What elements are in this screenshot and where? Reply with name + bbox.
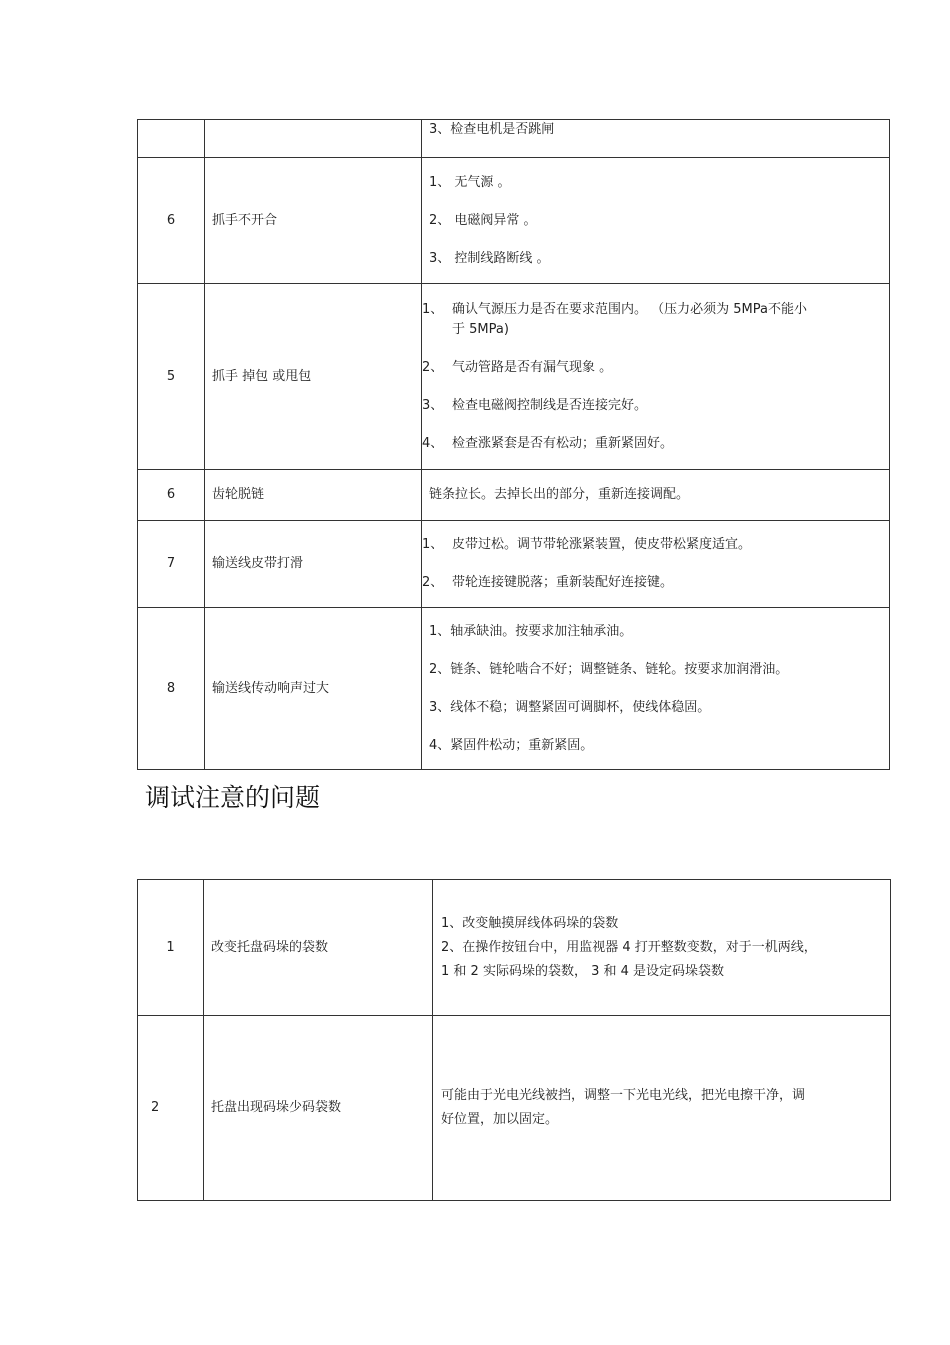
item-text: 皮带过松。调节带轮涨紧装置，使皮带松紧度适宜。 bbox=[452, 537, 752, 552]
solution-line: 2、 电磁阀异常 。 bbox=[429, 212, 537, 228]
problem-cell: 输送线皮带打滑 bbox=[205, 521, 422, 608]
row-number: 6 bbox=[138, 470, 205, 521]
problem-cell: 抓手 掉包 或甩包 bbox=[205, 284, 422, 470]
solution-cell bbox=[422, 521, 890, 608]
solution-line: 1 和 2 实际码垛的袋数， 3 和 4 是设定码垛袋数 bbox=[441, 963, 725, 979]
section-title: 调试注意的问题 bbox=[145, 783, 321, 812]
item-text: 气动管路是否有漏气现象 。 bbox=[452, 359, 613, 375]
solution-cell bbox=[422, 120, 890, 158]
solution-cell bbox=[422, 158, 890, 284]
problem-cell: 输送线传动响声过大 bbox=[205, 608, 422, 770]
problem-cell: 抓手不开合 bbox=[205, 158, 422, 284]
troubleshooting-table bbox=[137, 119, 890, 770]
table-row bbox=[138, 470, 890, 521]
problem-cell: 托盘出现码垛少码袋数 bbox=[204, 1016, 433, 1201]
table-row bbox=[138, 284, 890, 470]
solution-line bbox=[422, 535, 889, 555]
row-number: 8 bbox=[138, 608, 205, 770]
row-number: 5 bbox=[138, 284, 205, 470]
solution-line: 3、 控制线路断线 。 bbox=[429, 250, 550, 266]
solution-line: 1、改变触摸屏线体码垛的袋数 bbox=[441, 915, 619, 931]
table-row bbox=[138, 1016, 891, 1201]
problem-cell bbox=[205, 120, 422, 158]
solution-line: 4、紧固件松动；重新紧固。 bbox=[429, 737, 594, 753]
solution-line bbox=[422, 434, 889, 454]
item-text-continued: 于 5MPa) bbox=[452, 321, 509, 337]
table-row bbox=[138, 880, 891, 1016]
problem-cell: 改变托盘码垛的袋数 bbox=[204, 880, 433, 1016]
table-row bbox=[138, 608, 890, 770]
table-row bbox=[138, 521, 890, 608]
solution-line: 好位置，加以固定。 bbox=[441, 1112, 559, 1127]
item-number: 1、 bbox=[422, 537, 444, 552]
item-text: 检查涨紧套是否有松动；重新紧固好。 bbox=[452, 435, 674, 451]
solution-cell bbox=[422, 608, 890, 770]
debugging-notes-table bbox=[137, 879, 891, 1201]
item-number: 3、 bbox=[422, 397, 444, 413]
problem-cell: 齿轮脱链 bbox=[205, 470, 422, 521]
solution-line bbox=[422, 358, 889, 378]
solution-line: 链条拉长。去掉长出的部分，重新连接调配。 bbox=[429, 487, 690, 502]
solution-line: 3、线体不稳；调整紧固可调脚杯，使线体稳固。 bbox=[429, 699, 711, 715]
solution-line: 2、在操作按钮台中，用监视器 4 打开整数变数，对于一机两线， bbox=[441, 939, 817, 955]
solution-cell bbox=[433, 880, 891, 1016]
solution-line bbox=[422, 396, 889, 416]
item-text: 确认气源压力是否在要求范围内。 （压力必须为 5MPa不能小 bbox=[452, 301, 807, 317]
solution-line: 可能由于光电光线被挡，调整一下光电光线，把光电擦干净，调 bbox=[441, 1088, 806, 1103]
row-number: 7 bbox=[138, 521, 205, 608]
table-row bbox=[138, 158, 890, 284]
solution-cell bbox=[422, 284, 890, 470]
item-text: 检查电磁阀控制线是否连接完好。 bbox=[452, 397, 648, 413]
solution-line: 2、链条、链轮啮合不好；调整链条、链轮。按要求加润滑油。 bbox=[429, 661, 789, 677]
solution-line: 3、检查电机是否跳闸 bbox=[429, 122, 555, 137]
item-text: 带轮连接键脱落；重新装配好连接键。 bbox=[452, 575, 674, 590]
solution-line: 1、轴承缺油。按要求加注轴承油。 bbox=[429, 623, 633, 639]
solution-line bbox=[422, 300, 889, 340]
row-number: 2 bbox=[138, 1016, 204, 1201]
item-number: 4、 bbox=[422, 435, 444, 451]
solution-cell bbox=[433, 1016, 891, 1201]
solution-cell bbox=[422, 470, 890, 521]
row-number: 6 bbox=[138, 158, 205, 284]
solution-line: 1、 无气源 。 bbox=[429, 174, 511, 190]
solution-line bbox=[422, 573, 889, 593]
item-number: 1、 bbox=[422, 301, 444, 317]
table-row bbox=[138, 120, 890, 158]
row-number bbox=[138, 120, 205, 158]
item-number: 2、 bbox=[422, 359, 444, 375]
item-number: 2、 bbox=[422, 575, 444, 590]
row-number: 1 bbox=[138, 880, 204, 1016]
